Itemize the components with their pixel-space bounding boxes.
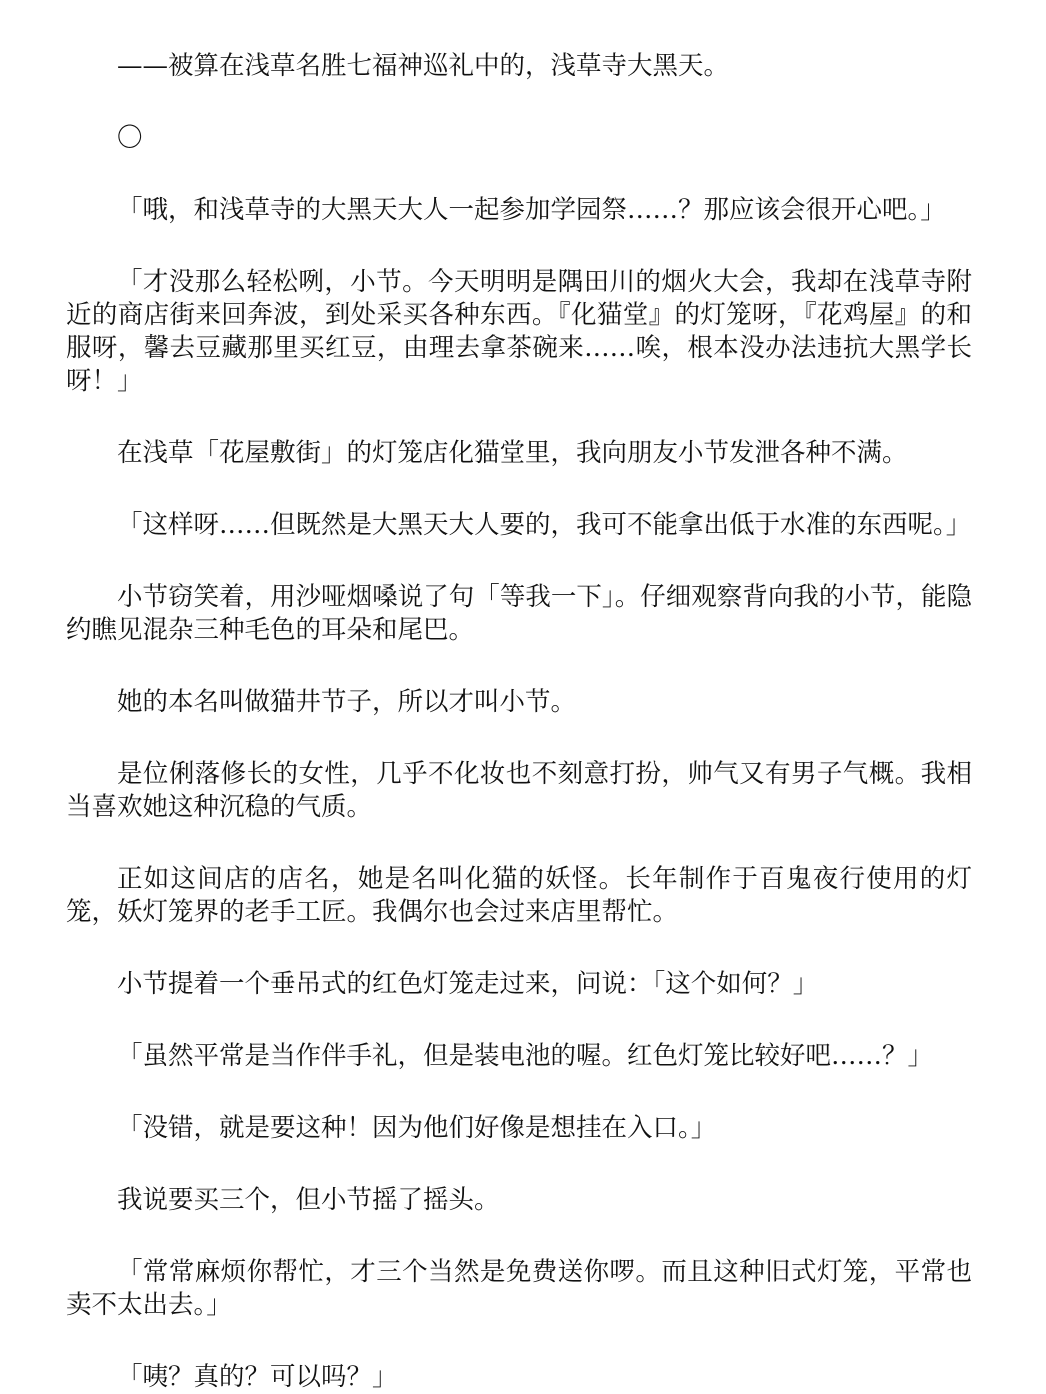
paragraph: ——被算在浅草名胜七福神巡礼中的，浅草寺大黑天。 [117, 51, 730, 81]
document-page [66, 50, 972, 1394]
paragraph: 在浅草「花屋敷街」的灯笼店化猫堂里，我向朋友小节发泄各种不满。 [117, 438, 908, 468]
section-break: 〇 [117, 123, 143, 153]
paragraph: 「才没那么轻松咧，小节。今天明明是隅田川的烟火大会，我却在浅草寺附近的商店街来回奔波，到处采买各种东西。『化猫堂』的灯笼呀，『花鸡屋』的和服呀，馨去豆藏那里买红豆，由理去拿茶碗来……唉，根本没办法违抗大黑学长呀！」 [66, 267, 972, 396]
paragraph: 「咦？真的？可以吗？」 [117, 1362, 398, 1392]
paragraph: 小节提着一个垂吊式的红色灯笼走过来，问说：「这个如何？」 [117, 969, 819, 999]
paragraph: 「常常麻烦你帮忙，才三个当然是免费送你啰。而且这种旧式灯笼，平常也卖不太出去。」 [66, 1257, 972, 1320]
paragraph: 是位俐落修长的女性，几乎不化妆也不刻意打扮，帅气又有男子气概。我相当喜欢她这种沉稳的气质。 [66, 759, 972, 822]
paragraph: 「这样呀……但既然是大黑天大人要的，我可不能拿出低于水准的东西呢。」 [117, 510, 972, 540]
paragraph: 她的本名叫做猫井节子，所以才叫小节。 [117, 687, 577, 717]
paragraph: 「虽然平常是当作伴手礼，但是装电池的喔。红色灯笼比较好吧……？」 [117, 1041, 934, 1071]
paragraph: 正如这间店的店名，她是名叫化猫的妖怪。长年制作于百鬼夜行使用的灯笼，妖灯笼界的老手工匠。我偶尔也会过来店里帮忙。 [66, 864, 972, 927]
paragraph: 「没错，就是要这种！因为他们好像是想挂在入口。」 [117, 1113, 717, 1143]
paragraph: 我说要买三个，但小节摇了摇头。 [117, 1185, 500, 1215]
paragraph: 小节窃笑着，用沙哑烟嗓说了句「等我一下」。仔细观察背向我的小节，能隐约瞧见混杂三种毛色的耳朵和尾巴。 [66, 582, 972, 645]
paragraph: 「哦，和浅草寺的大黑天大人一起参加学园祭……？那应该会很开心吧。」 [117, 195, 946, 225]
